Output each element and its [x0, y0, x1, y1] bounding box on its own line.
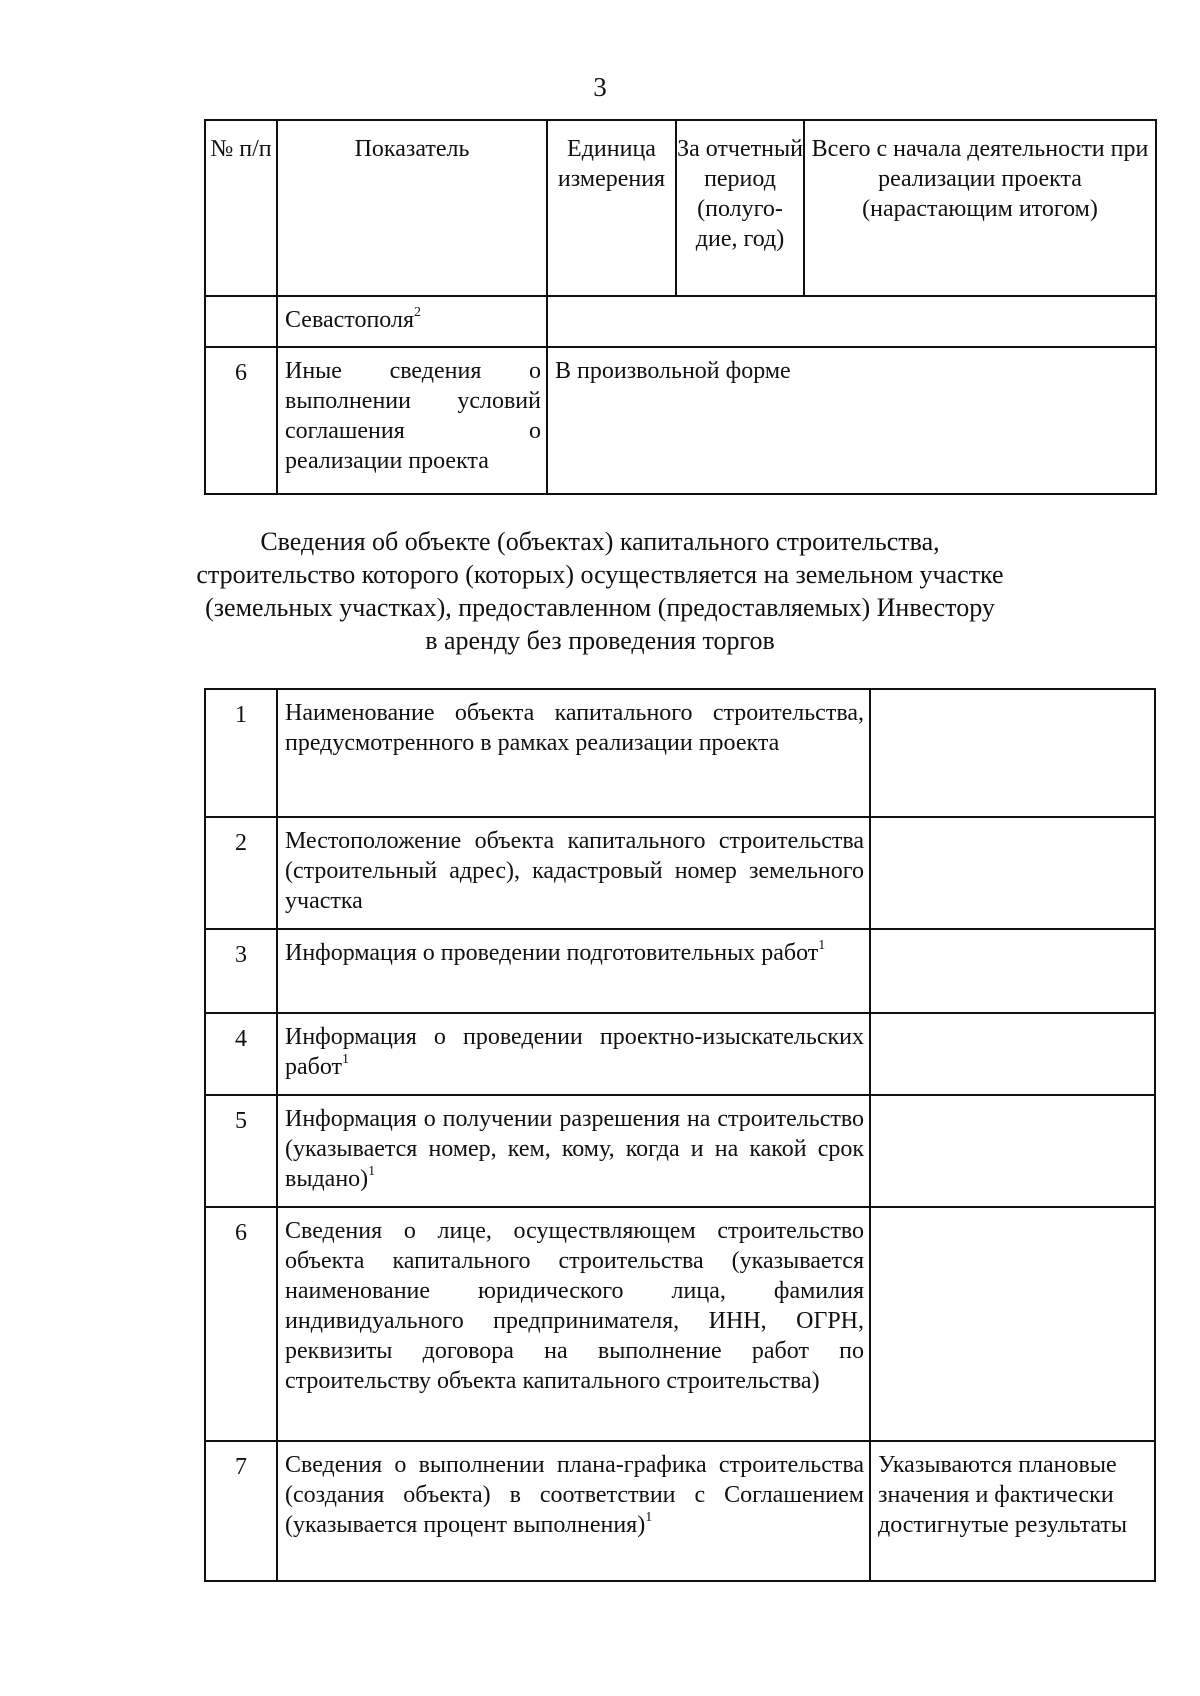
row-text-content: Сведения о лице, осуществляющем строительство объекта капитального строительства (указывается наименование юридического лица, фамилия индивидуального предпринимателя, ИНН, ОГРН, реквизиты договора на выполнение работ по строительству объекта капитального строительства): [285, 1218, 864, 1394]
table-row: [205, 1441, 1155, 1581]
row-text: [277, 1207, 870, 1441]
row-num: 4: [205, 1013, 277, 1095]
row-text: [277, 689, 870, 817]
section-title-line: (земельных участках), предоставленном (предоставляемых) Инвестору: [205, 593, 995, 622]
row-indicator: Иные сведения о выполнении условий соглашения о реализации проекта: [277, 347, 547, 494]
indicator-text: Севастополя: [285, 307, 414, 333]
footnote-marker: 2: [414, 305, 421, 320]
footnote-marker: 1: [342, 1052, 350, 1067]
row-text-content: Местоположение объекта капитального строительства (строительный адрес), кадастровый номер земельного участка: [285, 828, 864, 914]
row-value: [547, 296, 1156, 347]
row-num: 7: [205, 1441, 277, 1581]
row-value: Указываются плановые значения и фактически достигнутые результаты: [870, 1441, 1155, 1581]
table-row: [205, 817, 1155, 929]
row-text-content: Сведения о выполнении плана-графика строительства (создания объекта) в соответствии с Соглашением (указывается процент выполнения): [285, 1452, 864, 1538]
table-row: [205, 929, 1155, 1013]
footnote-marker: 1: [818, 938, 826, 953]
row-value: [870, 817, 1155, 929]
header-total: Всего с начала деятельности при реализации проекта (нарастающим итогом): [804, 120, 1156, 296]
section-title-line: в аренду без проведения торгов: [425, 626, 775, 655]
row-text: [277, 817, 870, 929]
construction-object-table: [204, 688, 1156, 1582]
row-num: 6: [205, 1207, 277, 1441]
row-text-content: Информация о получении разрешения на строительство (указывается номер, кем, кому, когда и на какой срок выдано): [285, 1106, 864, 1192]
section-title: [0, 525, 1200, 657]
header-unit: Единица измерения: [547, 120, 676, 296]
row-num: 3: [205, 929, 277, 1013]
row-num: 2: [205, 817, 277, 929]
section-title-line: строительство которого (которых) осуществляется на земельном участке: [196, 560, 1004, 589]
row-text: [277, 1013, 870, 1095]
header-num: № п/п: [205, 120, 277, 296]
row-num: 1: [205, 689, 277, 817]
row-text-content: Наименование объекта капитального строительства, предусмотренного в рамках реализации проекта: [285, 700, 864, 756]
table-row: [205, 296, 1156, 347]
table-row: [205, 1095, 1155, 1207]
row-value: [870, 689, 1155, 817]
row-num: 5: [205, 1095, 277, 1207]
row-value: [870, 1095, 1155, 1207]
row-indicator: [277, 296, 547, 347]
header-row: [205, 120, 1156, 296]
row-text-content: Информация о проведении подготовительных работ: [285, 940, 819, 966]
row-value: [870, 929, 1155, 1013]
table-row: [205, 347, 1156, 494]
row-text-content: Информация о проведении проектно-изыскательских работ: [285, 1024, 864, 1080]
row-num: 6: [205, 347, 277, 494]
table-row: [205, 1013, 1155, 1095]
footnote-marker: 1: [368, 1164, 376, 1179]
table-row: [205, 689, 1155, 817]
section-title-line: Сведения об объекте (объектах) капитального строительства,: [260, 527, 940, 556]
row-value: [870, 1207, 1155, 1441]
row-num: [205, 296, 277, 347]
header-period: За отчетный период (полуго-дие, год): [676, 120, 804, 296]
row-value: [870, 1013, 1155, 1095]
row-text: [277, 929, 870, 1013]
header-indicator: Показатель: [277, 120, 547, 296]
page-number: 3: [593, 72, 607, 102]
indicators-table: [204, 119, 1157, 495]
row-text: [277, 1441, 870, 1581]
row-value: В произвольной форме: [547, 347, 1156, 494]
table-row: [205, 1207, 1155, 1441]
row-text: [277, 1095, 870, 1207]
footnote-marker: 1: [645, 1510, 653, 1525]
